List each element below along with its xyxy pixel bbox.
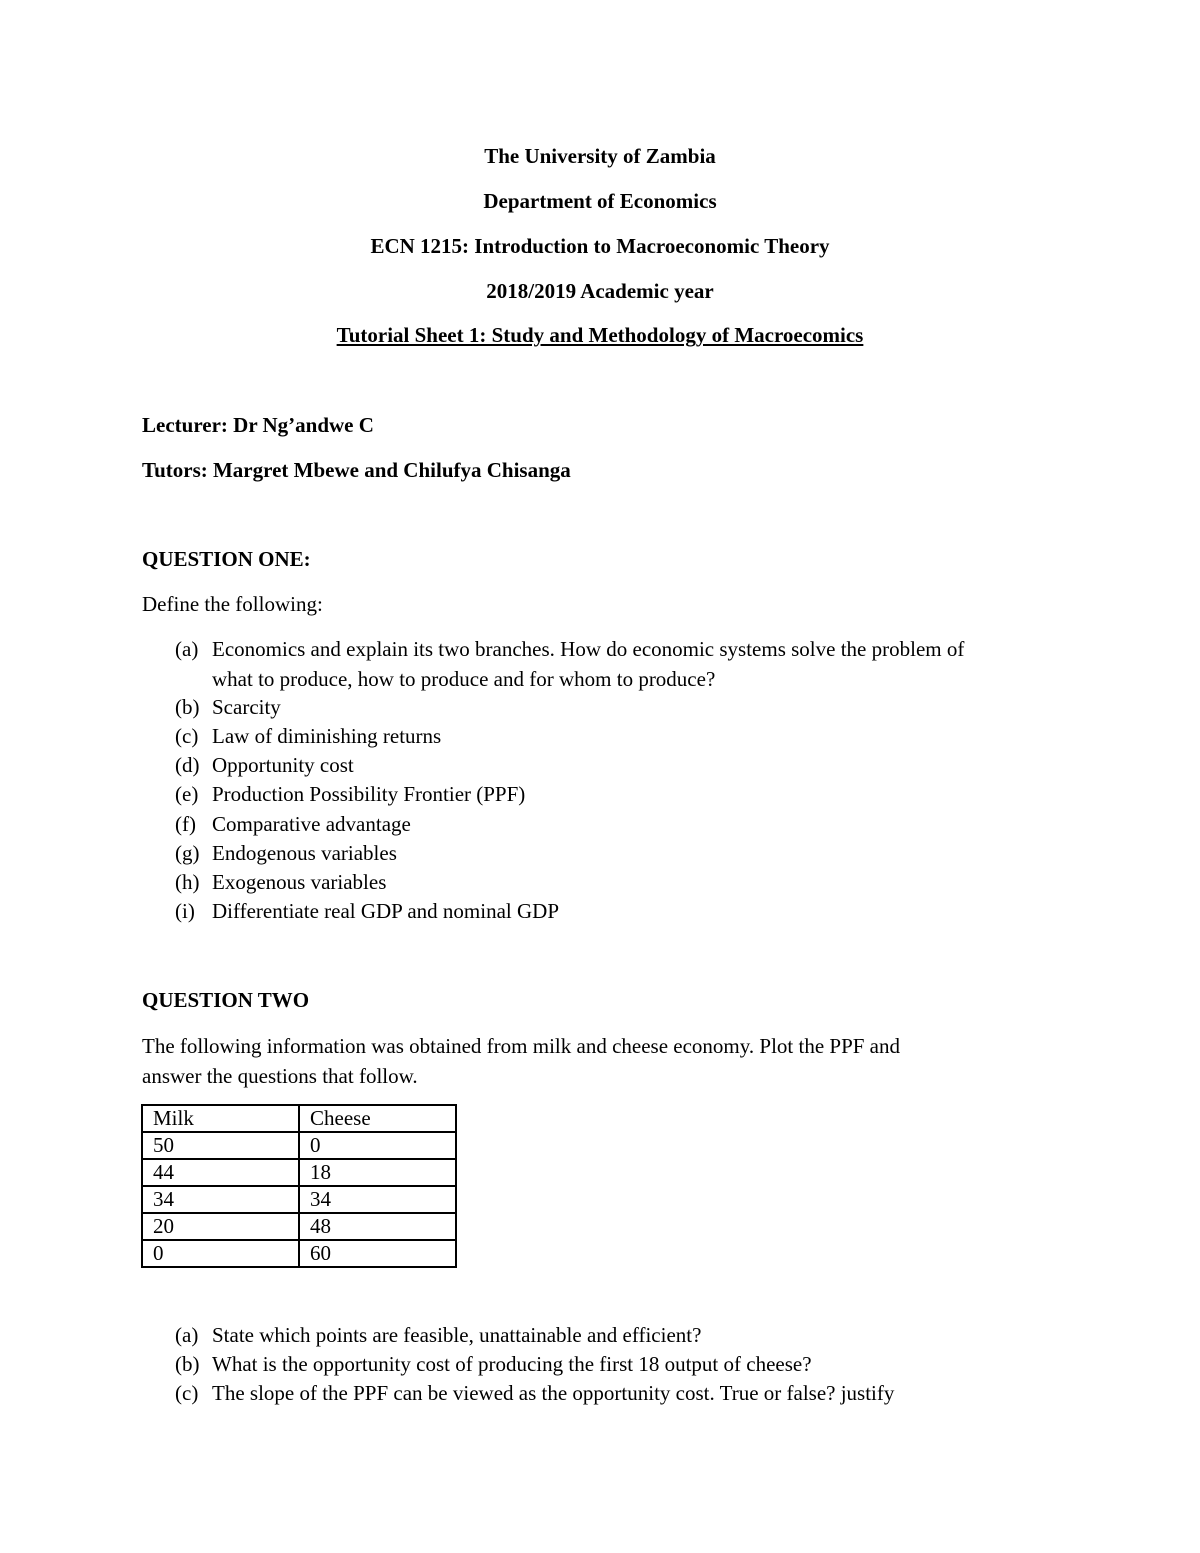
item-label: (c) (175, 1381, 199, 1405)
item-label: (i) (175, 899, 195, 923)
cheese-cell: 48 (299, 1213, 456, 1240)
item-label: (d) (175, 753, 200, 777)
item-label: (g) (175, 841, 200, 865)
item-text: Economics and explain its two branches. How do economic systems solve the problem of (212, 637, 965, 661)
question-one-heading: QUESTION ONE: (142, 547, 311, 571)
item-label: (a) (175, 637, 199, 661)
cheese-cell: 18 (299, 1159, 456, 1186)
item-text: Scarcity (212, 695, 281, 719)
item-text: Comparative advantage (212, 812, 411, 836)
item-label: (a) (175, 1323, 199, 1347)
table-row (142, 1132, 456, 1159)
table-row (142, 1213, 456, 1240)
item-text: Production Possibility Frontier (PPF) (212, 782, 526, 806)
item-text: Exogenous variables (212, 870, 387, 894)
question-one-intro: Define the following: (142, 592, 323, 616)
item-label: (e) (175, 782, 199, 806)
item-text: What is the opportunity cost of producing the first 18 output of cheese? (212, 1352, 812, 1376)
list-item (175, 637, 964, 661)
milk-cell: 44 (142, 1159, 299, 1186)
table-header-row (142, 1105, 456, 1132)
item-label: (h) (175, 870, 200, 894)
university-name: The University of Zambia (484, 144, 716, 168)
academic-year: 2018/2019 Academic year (486, 279, 714, 303)
item-text: Opportunity cost (212, 753, 354, 777)
list-item (175, 812, 411, 836)
list-item (175, 782, 525, 806)
item-text-continuation: what to produce, how to produce and for whom to produce? (212, 667, 716, 691)
cheese-cell: 0 (299, 1132, 456, 1159)
list-item (175, 1352, 812, 1376)
item-text: Law of diminishing returns (212, 724, 442, 748)
question-two-intro-continuation: answer the questions that follow. (142, 1064, 418, 1088)
department-name: Department of Economics (483, 189, 717, 213)
item-label: (f) (175, 812, 196, 836)
list-item (175, 1323, 701, 1347)
cheese-cell: 34 (299, 1186, 456, 1213)
column-header-milk: Milk (142, 1105, 299, 1132)
sheet-title: Tutorial Sheet 1: Study and Methodology of Macroecomics (336, 323, 864, 347)
list-item (175, 870, 386, 894)
list-item (175, 841, 397, 865)
list-item (175, 753, 354, 777)
item-label: (c) (175, 724, 199, 748)
milk-cell: 34 (142, 1186, 299, 1213)
item-label: (b) (175, 1352, 200, 1376)
table-row (142, 1240, 456, 1267)
list-item (175, 1381, 894, 1405)
item-text: Endogenous variables (212, 841, 397, 865)
table-row (142, 1159, 456, 1186)
item-text: The slope of the PPF can be viewed as the opportunity cost. True or false? justify (212, 1381, 895, 1405)
milk-cell: 20 (142, 1213, 299, 1240)
milk-cell: 50 (142, 1132, 299, 1159)
cheese-cell: 60 (299, 1240, 456, 1267)
question-two-intro: The following information was obtained from milk and cheese economy. Plot the PPF and (142, 1034, 900, 1058)
course-title: ECN 1215: Introduction to Macroeconomic Theory (370, 234, 830, 258)
ppf-table (141, 1104, 457, 1268)
question-two-heading: QUESTION TWO (142, 988, 310, 1012)
table-row (142, 1186, 456, 1213)
list-item (175, 899, 559, 923)
item-text: Differentiate real GDP and nominal GDP (212, 899, 559, 923)
milk-cell: 0 (142, 1240, 299, 1267)
list-item (175, 724, 441, 748)
item-text: State which points are feasible, unattainable and efficient? (212, 1323, 702, 1347)
lecturer-line: Lecturer: Dr Ng’andwe C (142, 413, 374, 437)
item-label: (b) (175, 695, 200, 719)
list-item (175, 695, 281, 719)
tutors-line: Tutors: Margret Mbewe and Chilufya Chisanga (142, 458, 571, 482)
column-header-cheese: Cheese (299, 1105, 456, 1132)
